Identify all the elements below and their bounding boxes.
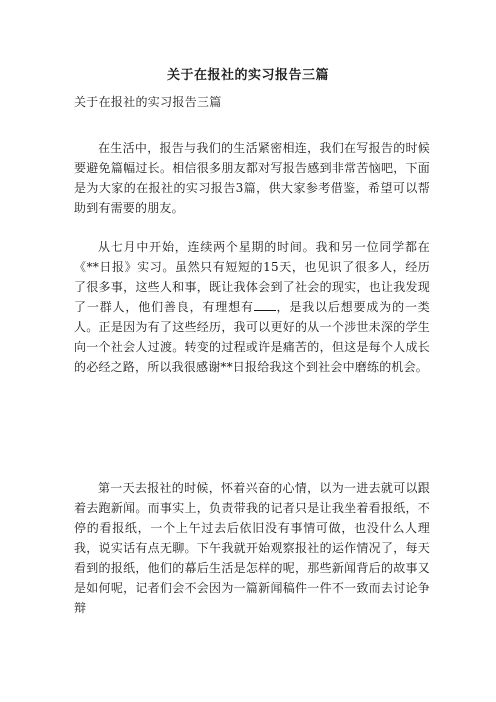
paragraph-first-day: 第一天去报社的时候，怀着兴奋的心情，以为一进去就可以跟着去跑新闻。而事实上，负责带我的记者只是让我坐着看报纸，不停的看报纸，一个上午过去后依旧没有事情可做，也没什么人理我，说实话有点无聊。下午我就开始观察报社的运作情况了，每天看到的报纸，他们的幕后生活是怎样的呢，那些新闻背后的故事又是如何呢，记者们会不会因为一篇新闻稿件一件不一致而去讨论争辩: [74, 481, 430, 615]
paragraph-intro: 在生活中，报告与我们的生活紧密相连，我们在写报告的时候要避免篇幅过长。相信很多朋友都对写报告感到非常苦恼吧，下面是为大家的在报社的实习报告3篇，供大家参考借鉴，希望可以帮助到有需要的朋友。: [74, 141, 430, 215]
paragraph-text-before-blank: 从七月中开始，连续两个星期的时间。我和另一位同学都在《**日报》实习。虽然只有短短的15天，也见识了很多人，经历了很多事，这些人和事，既让我体会到了社会的现实，也让我发现了一群人，他们善良，有理想有: [74, 240, 430, 314]
paragraph-text-after-blank: ，是我以后想要成为的一类人。正是因为有了这些经历，我可以更好的从一个涉世未深的学生向一个社会人过渡。转变的过程或许是痛苦的，但这是每个人成长的必经之路，所以我很感谢**日报给我这个到社会中磨练的机会。: [74, 300, 430, 374]
document-subtitle: 关于在报社的实习报告三篇: [74, 95, 222, 109]
fill-in-blank-line: [254, 298, 276, 311]
document-title: 关于在报社的实习报告三篇: [166, 68, 329, 83]
paragraph-internship-start: [74, 237, 430, 377]
